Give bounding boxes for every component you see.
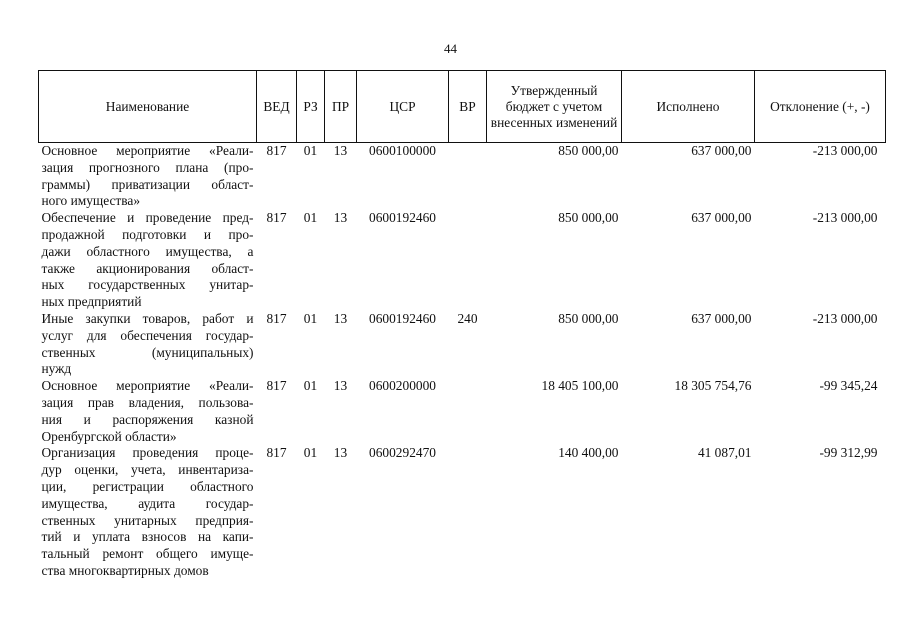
header-ved: ВЕД bbox=[257, 71, 297, 143]
row-vr bbox=[449, 445, 487, 579]
row-csr: 0600192460 bbox=[369, 210, 436, 226]
header-rz: РЗ bbox=[297, 71, 325, 143]
header-executed: Исполнено bbox=[622, 71, 755, 143]
row-approved-budget: 18 405 100,00 bbox=[541, 378, 619, 394]
row-rz: 01 bbox=[303, 143, 318, 158]
row-name-line: дур оценки, учета, инвентариза- bbox=[41, 462, 254, 478]
row-rz: 01 bbox=[303, 210, 318, 226]
row-name-line: ных государственных унитар- bbox=[41, 277, 254, 293]
row-ved: 817 bbox=[266, 378, 287, 394]
row-ved: 817 bbox=[266, 143, 287, 158]
row-name-line: дажи областного имущества, а bbox=[41, 243, 254, 259]
table-row bbox=[39, 445, 886, 579]
row-name-line: тий и уплата взносов на капи- bbox=[41, 529, 254, 545]
page-number: 44 bbox=[444, 41, 457, 56]
row-rz: 01 bbox=[303, 445, 318, 461]
row-name-line: ции, регистрации областного bbox=[41, 478, 254, 494]
row-ved: 817 bbox=[266, 310, 287, 326]
row-name bbox=[39, 210, 257, 311]
row-pr: 13 bbox=[333, 378, 348, 394]
row-ved: 817 bbox=[266, 210, 287, 226]
row-name bbox=[39, 378, 257, 445]
row-name-line: Основное мероприятие «Реали- bbox=[41, 143, 254, 158]
budget-execution-table bbox=[38, 70, 886, 580]
row-csr: 0600292470 bbox=[369, 445, 436, 461]
row-deviation: -99 345,24 bbox=[819, 378, 878, 394]
row-approved-budget: 850 000,00 bbox=[558, 310, 619, 326]
row-deviation: -213 000,00 bbox=[812, 210, 878, 226]
row-name bbox=[39, 311, 257, 378]
row-name-line: нужд bbox=[41, 361, 72, 377]
header-vr: ВР bbox=[449, 71, 487, 143]
row-name-line: Иные закупки товаров, работ и bbox=[41, 310, 254, 326]
row-name-line: Организация проведения проце- bbox=[41, 445, 254, 461]
row-deviation: -213 000,00 bbox=[812, 143, 878, 158]
row-executed: 41 087,01 bbox=[697, 445, 752, 461]
row-name-line: Оренбургской области» bbox=[41, 428, 177, 444]
row-deviation: -99 312,99 bbox=[819, 445, 878, 461]
row-name-line: Обеспечение и проведение пред- bbox=[41, 210, 254, 226]
row-name-line: имущества, аудита государ- bbox=[41, 495, 254, 511]
row-name-line: тальный ремонт общего имуще- bbox=[41, 546, 254, 562]
table-row bbox=[39, 311, 886, 378]
row-name-line: ного имущества» bbox=[41, 193, 141, 209]
row-name-line: зация прав владения, пользова- bbox=[41, 394, 254, 410]
row-name-line: ственных (муниципальных) bbox=[41, 344, 254, 360]
header-csr: ЦСР bbox=[357, 71, 449, 143]
row-vr bbox=[449, 378, 487, 445]
row-rz: 01 bbox=[303, 378, 318, 394]
header-pr: ПР bbox=[325, 71, 357, 143]
row-rz: 01 bbox=[303, 310, 318, 326]
row-pr: 13 bbox=[333, 143, 348, 158]
row-vr bbox=[449, 210, 487, 311]
table-row bbox=[39, 210, 886, 311]
row-name-line: также акционирования област- bbox=[41, 260, 254, 276]
row-approved-budget: 140 400,00 bbox=[558, 445, 619, 461]
table-body bbox=[39, 143, 886, 580]
row-name-line: ственных унитарных предприя- bbox=[41, 512, 254, 528]
row-pr: 13 bbox=[333, 310, 348, 326]
row-vr: 240 bbox=[457, 310, 478, 326]
row-name-line: граммы) приватизации област- bbox=[41, 176, 254, 192]
table-row bbox=[39, 378, 886, 445]
row-name-line: продажной подготовки и про- bbox=[41, 226, 254, 242]
row-csr: 0600192460 bbox=[369, 310, 436, 326]
row-executed: 637 000,00 bbox=[691, 210, 752, 226]
row-name bbox=[39, 143, 257, 211]
row-name bbox=[39, 445, 257, 579]
header-name: Наименование bbox=[39, 71, 257, 143]
row-name-line: зация прогнозного плана (про- bbox=[41, 159, 254, 175]
header-deviation: Отклонение (+, -) bbox=[755, 71, 886, 143]
row-pr: 13 bbox=[333, 210, 348, 226]
table-header-row bbox=[39, 71, 886, 143]
row-name-line: ния и распоряжения казной bbox=[41, 411, 254, 427]
row-executed: 18 305 754,76 bbox=[674, 378, 752, 394]
row-csr: 0600100000 bbox=[369, 143, 436, 158]
row-pr: 13 bbox=[333, 445, 348, 461]
row-name-line: ных предприятий bbox=[41, 294, 142, 310]
row-csr: 0600200000 bbox=[369, 378, 436, 394]
header-approved-budget: Утвержденный бюджет с учетом внесенных изменений bbox=[487, 71, 622, 143]
row-ved: 817 bbox=[266, 445, 287, 461]
table-row bbox=[39, 143, 886, 211]
row-name-line: услуг для обеспечения государ- bbox=[41, 327, 254, 343]
row-approved-budget: 850 000,00 bbox=[558, 210, 619, 226]
row-name-line: Основное мероприятие «Реали- bbox=[41, 378, 254, 394]
row-deviation: -213 000,00 bbox=[812, 310, 878, 326]
row-name-line: ства многоквартирных домов bbox=[41, 562, 209, 578]
row-vr bbox=[449, 143, 487, 211]
row-approved-budget: 850 000,00 bbox=[558, 143, 619, 158]
row-executed: 637 000,00 bbox=[691, 143, 752, 158]
row-executed: 637 000,00 bbox=[691, 310, 752, 326]
